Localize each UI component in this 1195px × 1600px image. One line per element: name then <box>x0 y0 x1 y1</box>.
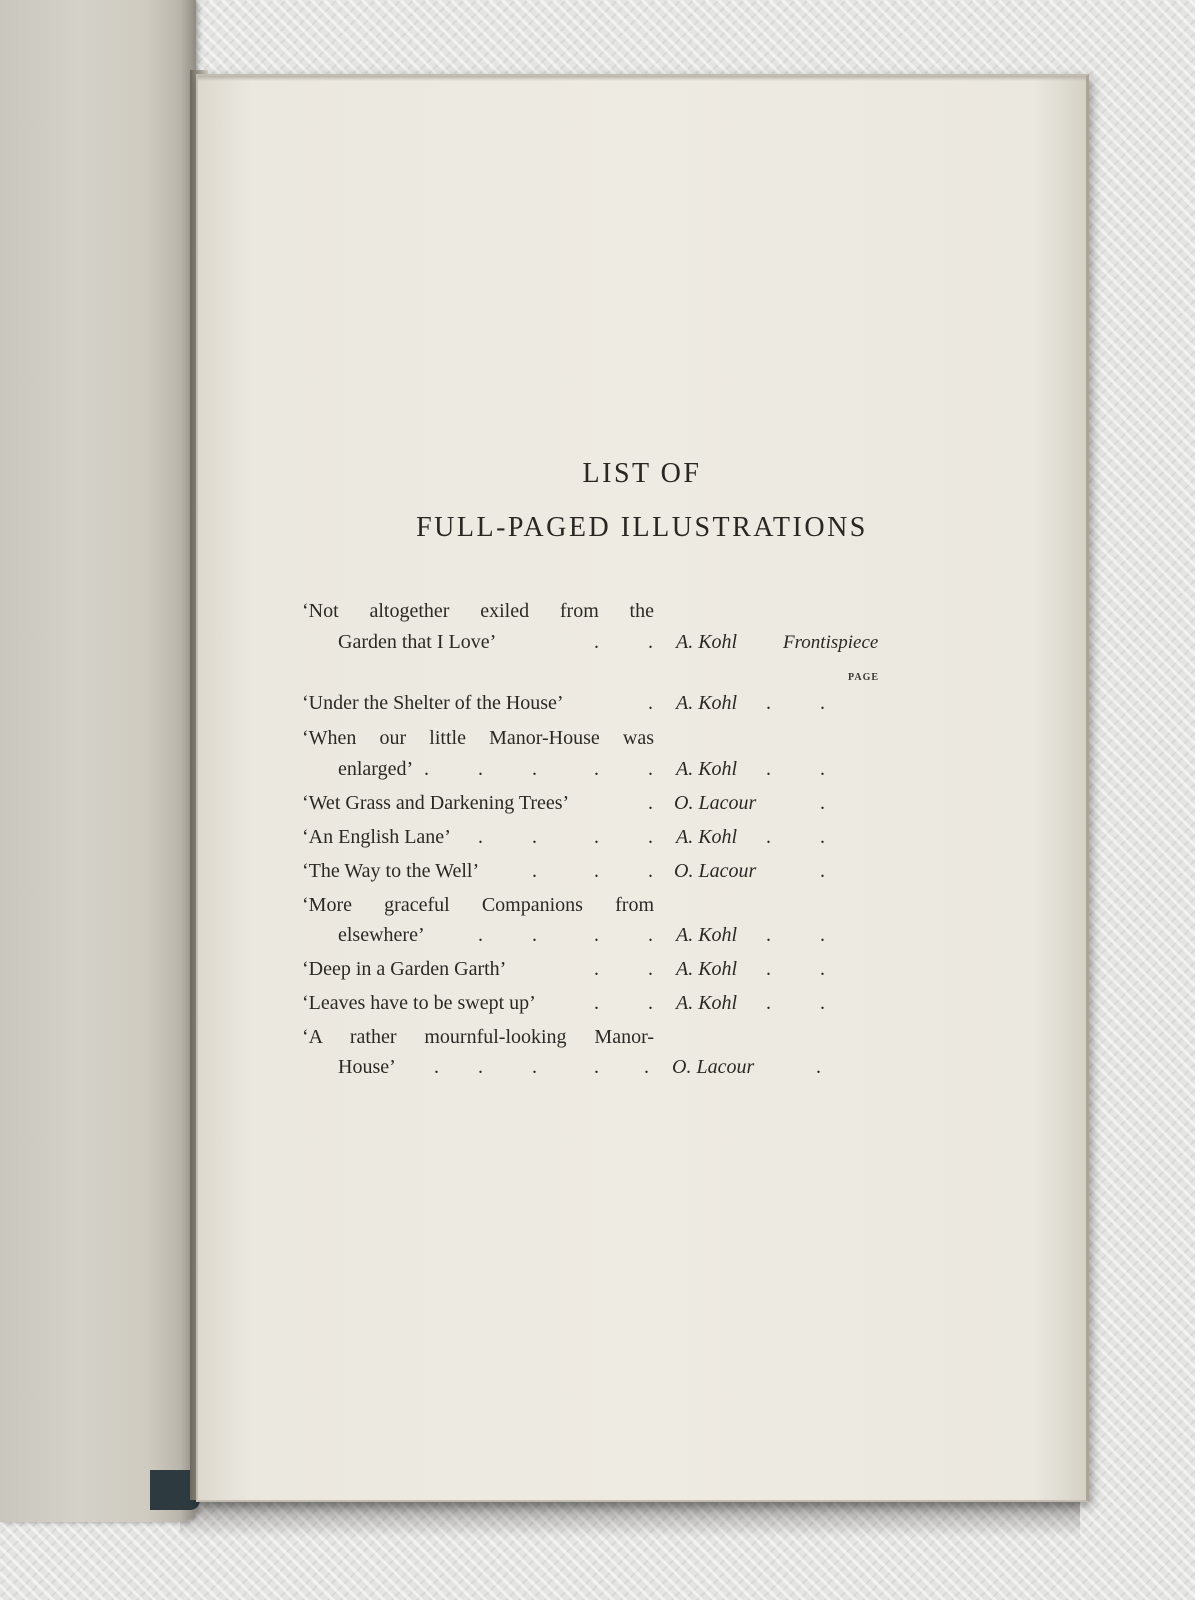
page-title: LIST OF <box>582 458 702 489</box>
leader-dot: . <box>648 631 653 653</box>
entry-title-continued: elsewhere’ <box>338 924 425 946</box>
leader-dot: . <box>820 826 825 848</box>
leader-dot: . <box>594 992 599 1014</box>
leader-dot: . <box>648 992 653 1014</box>
leader-dot: . <box>478 1056 483 1078</box>
left-page <box>0 0 196 1522</box>
leader-dot: . <box>820 958 825 980</box>
leader-dot: . <box>532 924 537 946</box>
entry-title: ‘Deep in a Garden Garth’ <box>302 958 507 980</box>
entry-title: ‘Under the Shelter of the House’ <box>302 692 564 714</box>
entry-title-continued: Garden that I Love’ <box>338 631 497 653</box>
entry-title: ‘Not altogether exiled from the <box>302 600 654 622</box>
leader-dot: . <box>434 1056 439 1078</box>
entry-title: ‘A rather mournful-looking Manor- <box>302 1026 654 1048</box>
leader-dot: . <box>478 758 483 780</box>
leader-dot: . <box>820 792 825 814</box>
leader-dot: . <box>594 1056 599 1078</box>
leader-dot: . <box>820 924 825 946</box>
entry-title: ‘Wet Grass and Darkening Trees’ <box>302 792 570 814</box>
leader-dot: . <box>532 1056 537 1078</box>
leader-dot: . <box>820 992 825 1014</box>
leader-dot: . <box>532 758 537 780</box>
leader-dot: . <box>478 826 483 848</box>
entry-artist: A. Kohl <box>676 758 738 780</box>
leader-dot: . <box>532 826 537 848</box>
entry-title: ‘Leaves have to be swept up’ <box>302 992 536 1014</box>
leader-dot: . <box>594 860 599 882</box>
entry-title: ‘When our little Manor-House was <box>302 727 654 749</box>
entry-title-continued: House’ <box>338 1056 396 1078</box>
leader-dot: . <box>478 924 483 946</box>
entry-artist: A. Kohl <box>676 958 738 980</box>
leader-dot: . <box>766 826 771 848</box>
entry-title: ‘More graceful Companions from <box>302 894 654 916</box>
leader-dot: . <box>820 692 825 714</box>
entry-artist: A. Kohl <box>676 924 738 946</box>
leader-dot: . <box>648 958 653 980</box>
entry-artist: O. Lacour <box>674 792 757 814</box>
leader-dot: . <box>648 860 653 882</box>
page-column-label: PAGE <box>848 672 880 683</box>
book-page <box>196 74 1089 1502</box>
entry-artist: O. Lacour <box>674 860 757 882</box>
leader-dot: . <box>766 758 771 780</box>
leader-dot: . <box>648 924 653 946</box>
page-subtitle: FULL-PAGED ILLUSTRATIONS <box>416 512 868 543</box>
leader-dot: . <box>594 958 599 980</box>
entry-title: ‘An English Lane’ <box>302 826 451 848</box>
entry-title: ‘The Way to the Well’ <box>302 860 480 882</box>
page-edge <box>198 76 1086 81</box>
leader-dot: . <box>820 758 825 780</box>
entry-page: Frontispiece <box>783 632 879 653</box>
leader-dot: . <box>594 758 599 780</box>
leader-dot: . <box>594 924 599 946</box>
leader-dot: . <box>648 792 653 814</box>
entry-artist: A. Kohl <box>676 692 738 714</box>
entry-artist: A. Kohl <box>676 631 738 653</box>
leader-dot: . <box>648 758 653 780</box>
entry-title-continued: enlarged’ <box>338 758 414 780</box>
leader-dot: . <box>648 826 653 848</box>
entry-artist: O. Lacour <box>672 1056 755 1078</box>
leader-dot: . <box>766 692 771 714</box>
leader-dot: . <box>766 924 771 946</box>
leader-dot: . <box>644 1056 649 1078</box>
entry-artist: A. Kohl <box>676 992 738 1014</box>
leader-dot: . <box>594 631 599 653</box>
leader-dot: . <box>816 1056 821 1078</box>
leader-dot: . <box>532 860 537 882</box>
leader-dot: . <box>766 958 771 980</box>
entry-artist: A. Kohl <box>676 826 738 848</box>
leader-dot: . <box>648 692 653 714</box>
leader-dot: . <box>594 826 599 848</box>
leader-dot: . <box>820 860 825 882</box>
leader-dot: . <box>424 758 429 780</box>
leader-dot: . <box>766 992 771 1014</box>
